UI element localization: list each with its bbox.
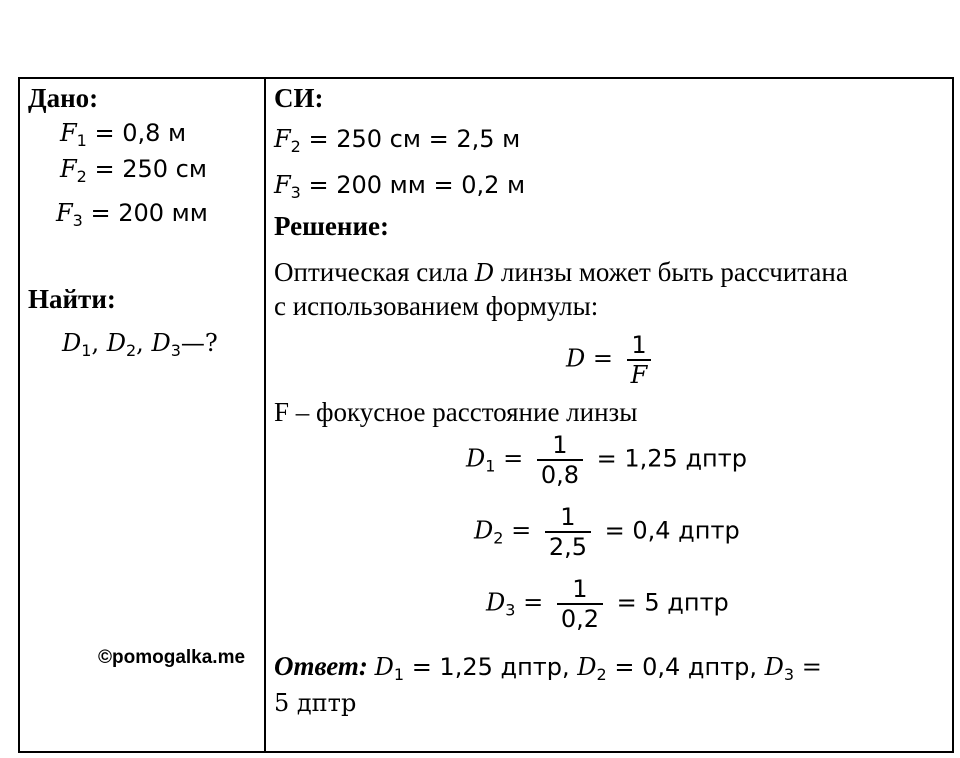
si-line-2: $F_3 = 200$ мм = 0,2 м — [274, 171, 526, 202]
given-column — [20, 79, 264, 751]
answer-line-1: Ответ: $D_1 = 1,25$ дптр, $D_2 = 0,4$ дптр, $D_3$ = — [274, 651, 822, 684]
calc-d1: $D_1$ = $\frac{1}{0,8}$ = 1,25 дптр — [466, 431, 747, 489]
given-f2: $F_2 = 250$ см — [60, 155, 207, 186]
given-f1: $F_1 = 0,8$ м — [60, 119, 187, 150]
given-f3: $F_3 = 200$ мм — [56, 199, 208, 230]
si-line-1: $F_2 = 250$ см = 2,5 м — [274, 125, 521, 156]
solution-heading: Решение: — [274, 211, 389, 241]
solution-column — [266, 79, 952, 751]
given-heading: Дано: — [28, 83, 99, 113]
watermark: ©pomogalka.me — [98, 647, 246, 668]
find-heading: Найти: — [28, 284, 116, 314]
solution-table — [18, 77, 954, 753]
calc-d3: $D_3$ = $\frac{1}{0,2}$ = 5 дптр — [486, 575, 729, 633]
answer-line-2: 5 дптр — [274, 689, 357, 717]
answer-label: Ответ: — [274, 651, 368, 681]
find-expression: $D_1$, $D_2$, $D_3—$? — [62, 329, 218, 360]
solution-paragraph-line-2: с использованием формулы: — [274, 291, 599, 321]
si-heading: СИ: — [274, 83, 324, 113]
solution-paragraph-line-1: Оптическая сила D линзы может быть рассчитана — [274, 257, 848, 287]
formula-main: D = $\frac{1}{F}$ — [566, 331, 657, 389]
formula-note: F – фокусное расстояние линзы — [274, 397, 638, 427]
calc-d2: $D_2$ = $\frac{1}{2,5}$ = 0,4 дптр — [474, 503, 740, 561]
